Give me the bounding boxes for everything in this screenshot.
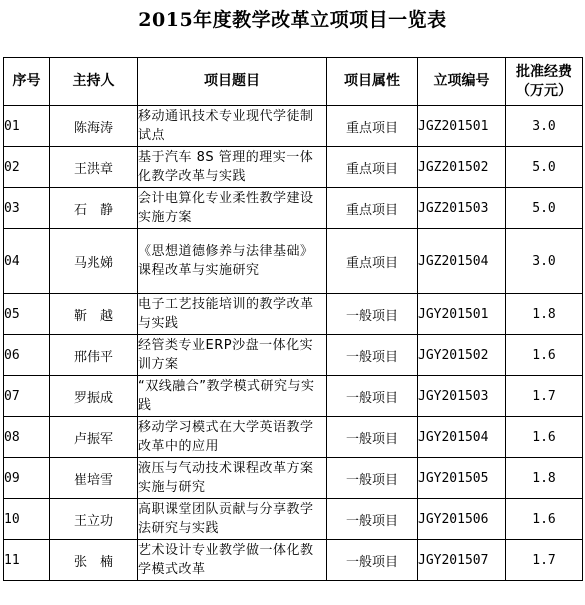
cell-project-title: 基于汽车 8S 管理的理实一体化教学改革与实践 [138,147,327,188]
cell-fee: 5.0 [506,188,583,229]
cell-fee: 1.6 [506,335,583,376]
cell-seq: 07 [4,376,50,417]
cell-project-title: “双线融合”教学模式研究与实践 [138,376,327,417]
header-fee-line2: （万元） [516,82,572,99]
cell-host: 卢振军 [50,417,138,458]
cell-project-title: 艺术设计专业教学做一体化教学模式改革 [138,540,327,581]
table-row [4,540,583,581]
cell-project-title: 移动学习模式在大学英语教学改革中的应用 [138,417,327,458]
table-header-row [4,58,583,106]
header-fee [506,58,583,106]
cell-project-title: 液压与气动技术课程改革方案实施与研究 [138,458,327,499]
cell-fee: 5.0 [506,147,583,188]
cell-code: JGZ201501 [418,106,506,147]
cell-code: JGY201507 [418,540,506,581]
cell-host: 石 静 [50,188,138,229]
projects-table [3,57,583,581]
table-row [4,417,583,458]
header-attribute: 项目属性 [327,58,418,106]
table-row [4,147,583,188]
cell-attribute: 重点项目 [327,147,418,188]
cell-code: JGZ201504 [418,229,506,294]
table-row [4,106,583,147]
cell-code: JGY201506 [418,499,506,540]
cell-attribute: 重点项目 [327,229,418,294]
cell-attribute: 一般项目 [327,335,418,376]
cell-seq: 03 [4,188,50,229]
header-project-title: 项目题目 [138,58,327,106]
table-row [4,294,583,335]
cell-code: JGY201505 [418,458,506,499]
cell-fee: 1.6 [506,417,583,458]
cell-seq: 08 [4,417,50,458]
cell-fee: 1.7 [506,376,583,417]
cell-host: 崔培雪 [50,458,138,499]
cell-seq: 10 [4,499,50,540]
cell-code: JGY201501 [418,294,506,335]
cell-host: 靳 越 [50,294,138,335]
page-title: 2015年度教学改革立项项目一览表 [138,9,447,31]
header-code: 立项编号 [418,58,506,106]
cell-attribute: 一般项目 [327,458,418,499]
cell-host: 王洪章 [50,147,138,188]
cell-seq: 01 [4,106,50,147]
cell-code: JGY201503 [418,376,506,417]
header-host: 主持人 [50,58,138,106]
cell-attribute: 一般项目 [327,376,418,417]
table-body [4,106,583,581]
cell-project-title: 移动通讯技术专业现代学徒制试点 [138,106,327,147]
cell-code: JGZ201502 [418,147,506,188]
table-row [4,376,583,417]
cell-code: JGY201504 [418,417,506,458]
cell-attribute: 一般项目 [327,417,418,458]
cell-fee: 1.6 [506,499,583,540]
cell-host: 罗振成 [50,376,138,417]
cell-host: 马兆娣 [50,229,138,294]
cell-attribute: 一般项目 [327,540,418,581]
cell-project-title: 会计电算化专业柔性教学建设实施方案 [138,188,327,229]
cell-fee: 3.0 [506,229,583,294]
cell-project-title: 电子工艺技能培训的教学改革与实践 [138,294,327,335]
cell-project-title: 《思想道德修养与法律基础》课程改革与实施研究 [138,229,327,294]
cell-project-title: 经管类专业ERP沙盘一体化实训方案 [138,335,327,376]
cell-attribute: 一般项目 [327,294,418,335]
header-seq: 序号 [4,58,50,106]
cell-fee: 1.7 [506,540,583,581]
cell-fee: 1.8 [506,294,583,335]
cell-code: JGY201502 [418,335,506,376]
cell-seq: 06 [4,335,50,376]
cell-seq: 02 [4,147,50,188]
cell-code: JGZ201503 [418,188,506,229]
cell-host: 陈海涛 [50,106,138,147]
cell-host: 邢伟平 [50,335,138,376]
table-row [4,229,583,294]
cell-seq: 09 [4,458,50,499]
table-row [4,458,583,499]
cell-host: 张 楠 [50,540,138,581]
cell-seq: 04 [4,229,50,294]
cell-attribute: 一般项目 [327,499,418,540]
cell-seq: 11 [4,540,50,581]
cell-seq: 05 [4,294,50,335]
cell-host: 王立功 [50,499,138,540]
cell-attribute: 重点项目 [327,106,418,147]
cell-fee: 3.0 [506,106,583,147]
cell-fee: 1.8 [506,458,583,499]
table-row [4,188,583,229]
cell-attribute: 重点项目 [327,188,418,229]
header-fee-line1: 批准经费 [516,63,572,80]
table-row [4,335,583,376]
table-row [4,499,583,540]
cell-project-title: 高职课堂团队贡献与分享教学法研究与实践 [138,499,327,540]
